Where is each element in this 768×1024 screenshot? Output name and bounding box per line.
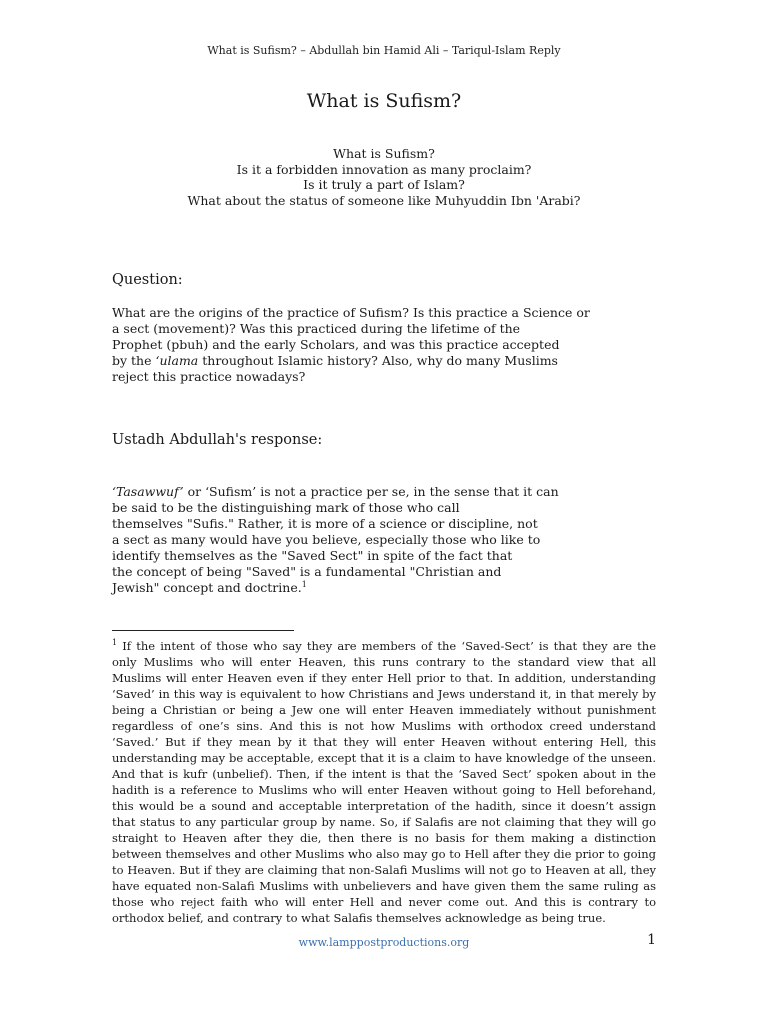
intro-questions — [0, 146, 768, 208]
response-text-segment: or ‘Sufism’ is not a practice per se, in the sense that it can — [183, 484, 559, 499]
question-line — [112, 353, 590, 369]
response-text-segment: Jewish" concept and doctrine. — [112, 580, 302, 595]
question-text-segment: by the — [112, 353, 156, 368]
footnote-number: 1 — [112, 638, 118, 648]
question-line: reject this practice nowadays? — [112, 369, 306, 384]
ulama-term: ‘ulama — [155, 353, 199, 368]
page-title: What is Sufism? — [306, 90, 462, 112]
question-line: Prophet (pbuh) and the early Scholars, and was this practice accepted — [112, 337, 560, 352]
question-text — [112, 305, 590, 385]
question-line: a sect (movement)? Was this practiced during the lifetime of the — [112, 321, 521, 336]
tasawwuf-term: ‘Tasawwuf’ — [112, 484, 184, 499]
footnote-reference[interactable]: 1 — [301, 579, 307, 589]
response-line: themselves "Sufis." Rather, it is more of a science or discipline, not — [112, 516, 538, 531]
running-header: What is Sufism? – Abdullah bin Hamid Ali – Tariqul-Islam Reply — [207, 44, 561, 57]
page-number: 1 — [647, 932, 656, 948]
footnote-text: If the intent of those who say they are members of the ‘Saved-Sect’ is that they are the only Muslims who will enter Heaven, this runs contrary to the standard view that all Muslims will enter Heaven even if they enter Hell prior to that. In addition, understanding ‘Saved’ in this way is equivalent to how Christians and Jews understand it, in that merely by being a Christian or being a Jew one will enter Heaven immediately without punishment regardless of one’s sins. And this is not how Muslims with orthodox creed understand ‘Saved.’ But if they mean by it that they will enter Heaven without entering Hell, this understanding may be acceptable, except that it is a claim to have knowledge of the unseen. And that is kufr (unbelief). Then, if the intent is that the ‘Saved Sect’ spoken about in the hadith is a reference to Muslims who will enter Heaven without going to Hell beforehand, this would be a sound and acceptable interpretation of the hadith, since it doesn’t assign that status to any particular group by name. So, if Salafis are not claiming that they will go straight to Heaven after they die, then there is no basis for them making a distinction between themselves and other Muslims who also may go to Hell after they die prior to going to Heaven. But if they are claiming that non-Salafi Muslims will not go to Heaven at all, they have equated non-Salafi Muslims with unbelievers and have given them the same ruling as those who reject faith who will enter Hell and never come out. And this is contrary to orthodox belief, and contrary to what Salafis themselves acknowledge as being true. — [112, 639, 656, 925]
intro-line: Is it truly a part of Islam? — [303, 177, 465, 192]
intro-line: What is Sufism? — [333, 146, 435, 161]
response-text — [112, 484, 559, 596]
response-heading: Ustadh Abdullah's response: — [112, 432, 323, 448]
question-text-segment: throughout Islamic history? Also, why do many Muslims — [198, 353, 558, 368]
footer-link[interactable]: www.lamppostproductions.org — [298, 936, 470, 949]
footnote — [112, 638, 656, 926]
intro-line: Is it a forbidden innovation as many proclaim? — [236, 161, 532, 177]
intro-line: What about the status of someone like Muhyuddin Ibn 'Arabi? — [187, 192, 581, 208]
footnote-separator — [112, 630, 294, 631]
question-line: What are the origins of the practice of Sufism? Is this practice a Science or — [112, 305, 590, 320]
response-line — [112, 484, 559, 500]
question-heading: Question: — [112, 272, 183, 288]
response-line — [112, 580, 559, 596]
response-line: be said to be the distinguishing mark of those who call — [112, 500, 460, 515]
response-line: the concept of being "Saved" is a fundamental "Christian and — [112, 564, 502, 579]
response-line: identify themselves as the "Saved Sect" in spite of the fact that — [112, 548, 513, 563]
response-line: a sect as many would have you believe, especially those who like to — [112, 532, 541, 547]
